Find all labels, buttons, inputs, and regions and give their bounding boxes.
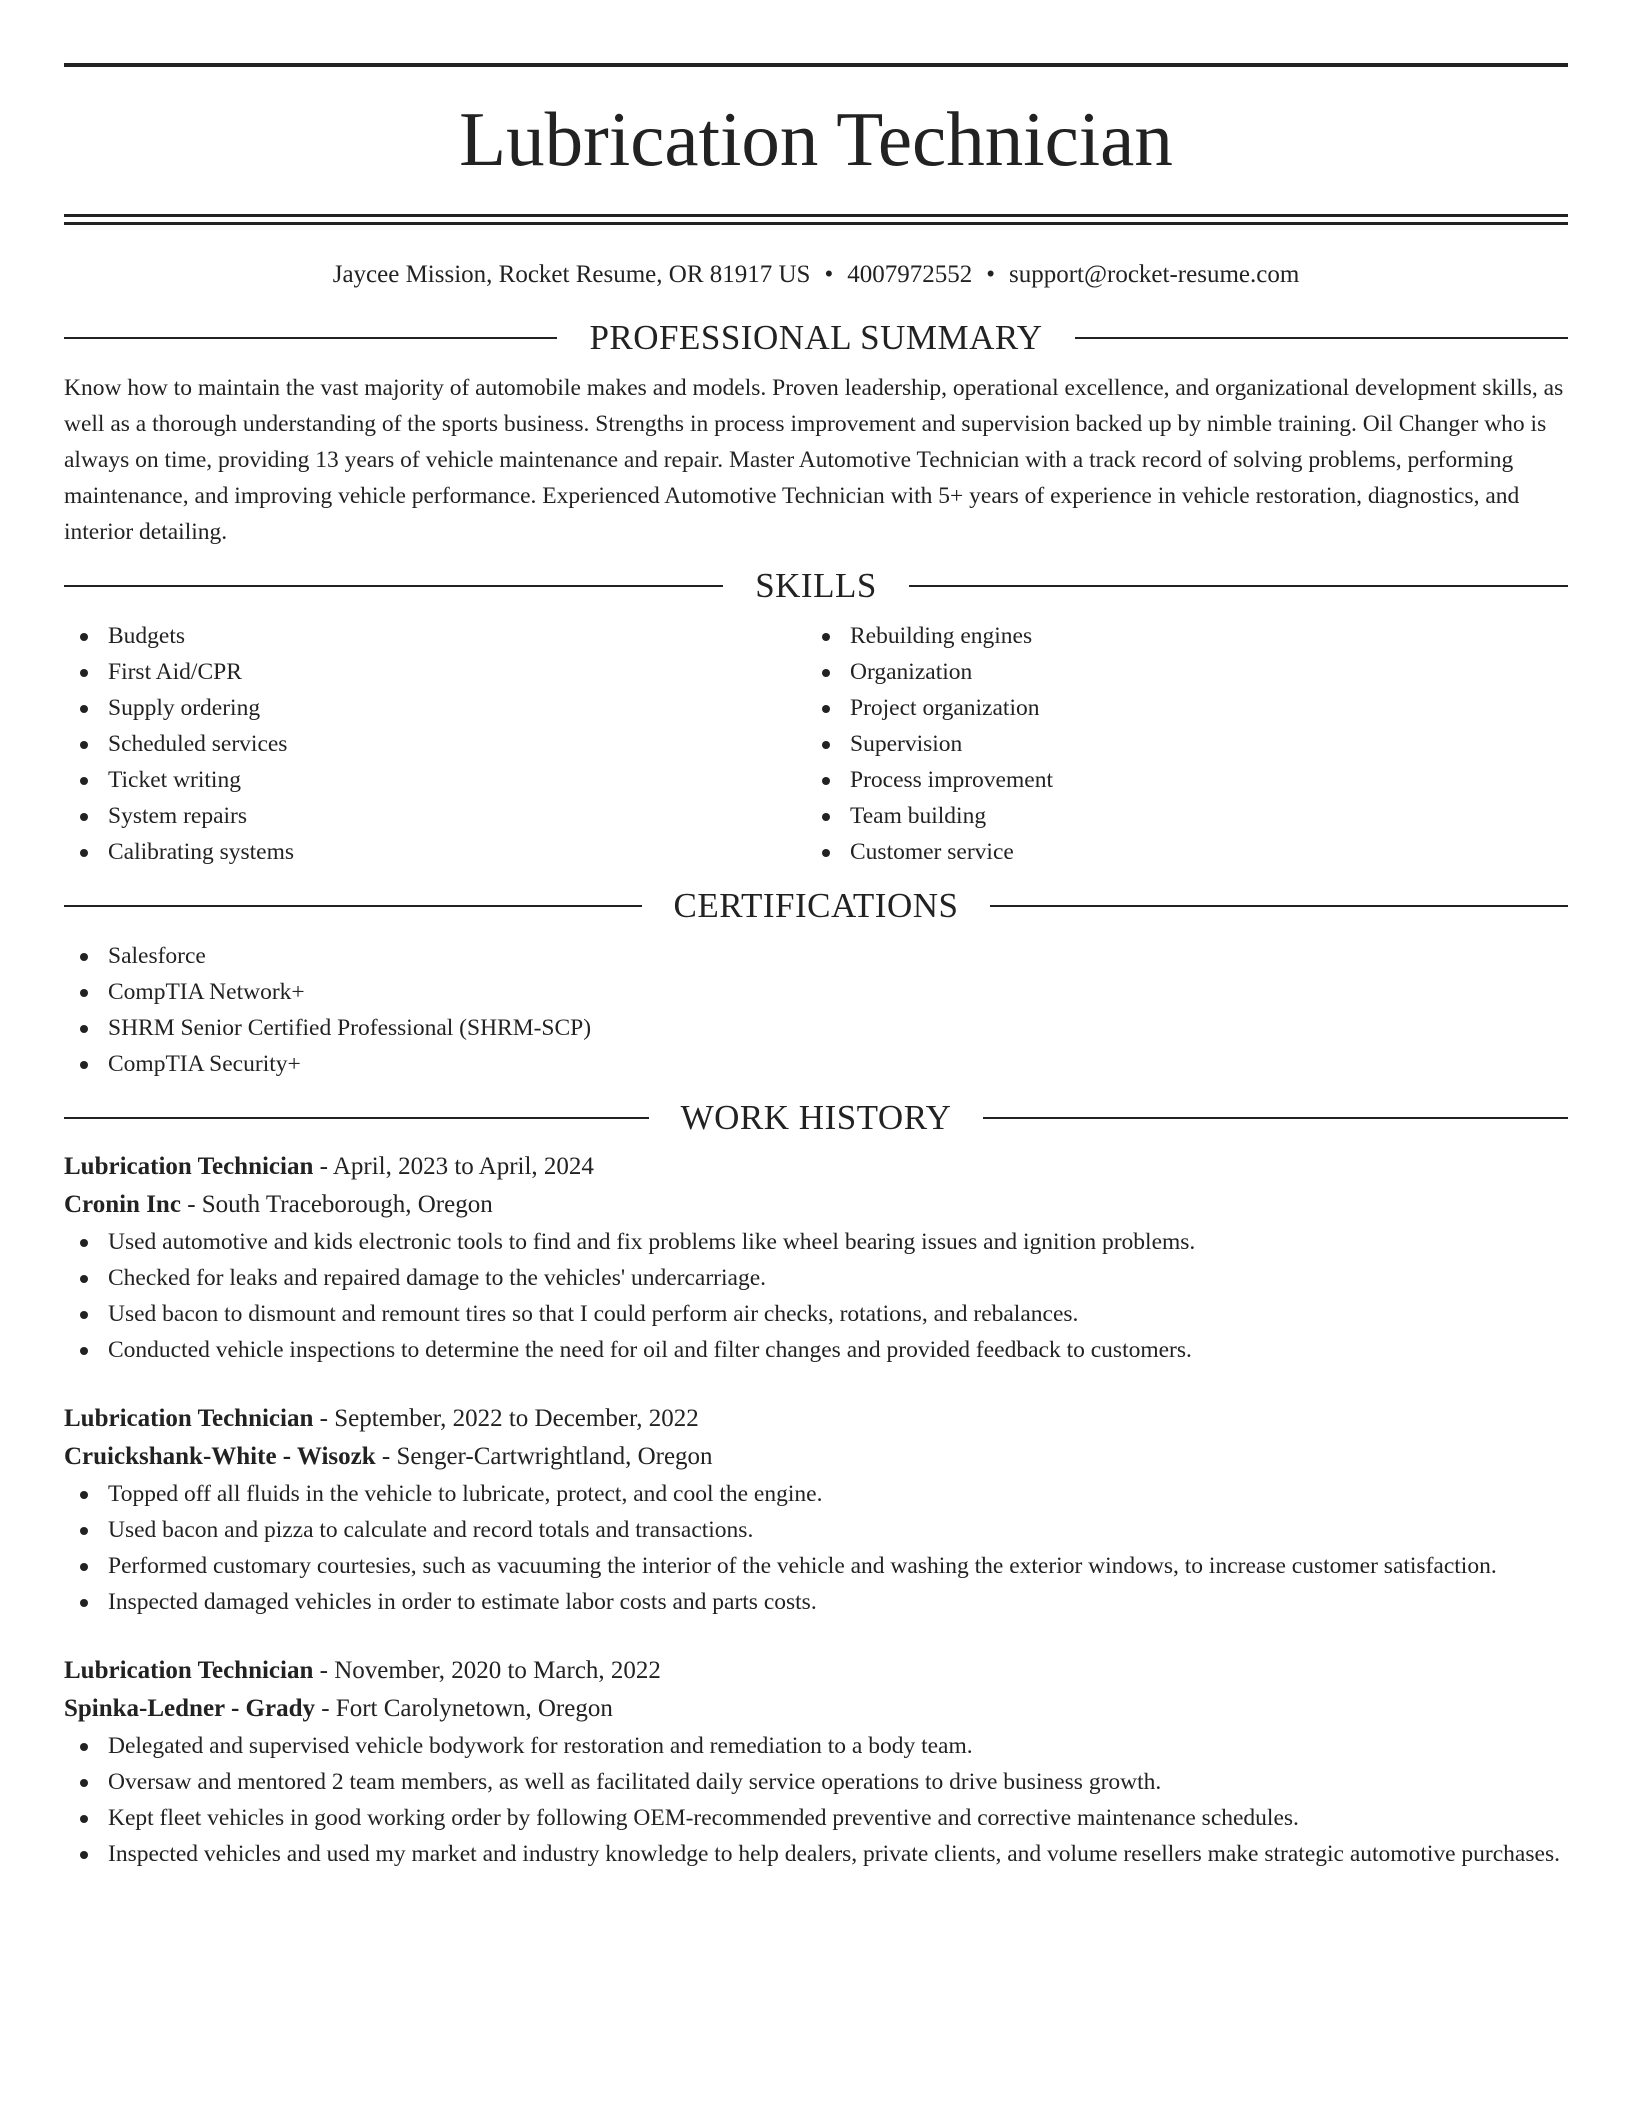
duty-item: Checked for leaks and repaired damage to the vehicles' undercarriage.	[64, 1260, 1568, 1296]
duty-item: Inspected damaged vehicles in order to estimate labor costs and parts costs.	[64, 1584, 1568, 1620]
skills-heading	[64, 564, 1568, 608]
job-entry	[64, 1148, 1568, 1368]
job-duties	[64, 1224, 1568, 1368]
skill-item: System repairs	[64, 798, 806, 834]
summary-heading	[64, 316, 1568, 360]
job-dates: - September, 2022 to December, 2022	[313, 1405, 699, 1432]
contact-phone: 4007972552	[847, 261, 973, 288]
heading-rule-left	[64, 585, 723, 587]
skills-list-left	[64, 618, 806, 870]
duty-item: Used automotive and kids electronic tools to find and fix problems like wheel bearing issues and ignition problems.	[64, 1224, 1568, 1260]
job-title: Lubrication Technician	[64, 1657, 314, 1684]
job-location: - Fort Carolynetown, Oregon	[314, 1695, 613, 1722]
skill-item: Calibrating systems	[64, 834, 806, 870]
skill-item: Rebuilding engines	[806, 618, 1548, 654]
skills-column-left	[64, 618, 806, 870]
job-company-line	[64, 1186, 1568, 1224]
skills-column-right	[806, 618, 1548, 870]
duty-item: Used bacon to dismount and remount tires so that I could perform air checks, rotations, and rebalances.	[64, 1296, 1568, 1332]
job-location: - Senger-Cartwrightland, Oregon	[375, 1443, 713, 1470]
duty-item: Conducted vehicle inspections to determine the need for oil and filter changes and provided feedback to customers.	[64, 1332, 1568, 1368]
job-entry	[64, 1400, 1568, 1620]
heading-rule-right	[983, 1117, 1568, 1119]
heading-rule-right	[990, 905, 1568, 907]
skill-item: Supply ordering	[64, 690, 806, 726]
duty-item: Used bacon and pizza to calculate and record totals and transactions.	[64, 1512, 1568, 1548]
certification-item: CompTIA Network+	[64, 974, 1568, 1010]
section-title: CERTIFICATIONS	[673, 886, 959, 925]
job-company: Cruickshank-White - Wisozk	[64, 1443, 376, 1470]
duty-item: Delegated and supervised vehicle bodywork for restoration and remediation to a body team.	[64, 1728, 1568, 1764]
duty-item: Oversaw and mentored 2 team members, as well as facilitated daily service operations to drive business growth.	[64, 1764, 1568, 1800]
job-company: Cronin Inc	[64, 1191, 181, 1218]
skills-grid	[64, 618, 1568, 870]
contact-address: Jaycee Mission, Rocket Resume, OR 81917 US	[332, 261, 811, 288]
job-dates: - November, 2020 to March, 2022	[313, 1657, 661, 1684]
skill-item: Ticket writing	[64, 762, 806, 798]
top-rule	[64, 63, 1568, 67]
job-entry	[64, 1652, 1568, 1872]
title-double-rule	[64, 214, 1568, 225]
job-title-line	[64, 1400, 1568, 1438]
skill-item: Scheduled services	[64, 726, 806, 762]
job-location: - South Traceborough, Oregon	[180, 1191, 493, 1218]
skill-item: Customer service	[806, 834, 1548, 870]
job-title-line	[64, 1148, 1568, 1186]
heading-rule-right	[909, 585, 1568, 587]
job-title-line	[64, 1652, 1568, 1690]
heading-rule-right	[1075, 337, 1568, 339]
job-company-line	[64, 1690, 1568, 1728]
contact-separator: •	[986, 261, 995, 288]
duty-item: Kept fleet vehicles in good working order by following OEM-recommended preventive and corrective maintenance schedules.	[64, 1800, 1568, 1836]
contact-separator: •	[824, 261, 834, 288]
skill-item: Project organization	[806, 690, 1548, 726]
skill-item: Supervision	[806, 726, 1548, 762]
skill-item: First Aid/CPR	[64, 654, 806, 690]
certification-item: CompTIA Security+	[64, 1046, 1568, 1082]
resume-title: Lubrication Technician	[459, 96, 1173, 182]
job-duties	[64, 1476, 1568, 1620]
section-title: WORK HISTORY	[680, 1098, 952, 1137]
heading-rule-left	[64, 1117, 649, 1119]
skill-item: Process improvement	[806, 762, 1548, 798]
heading-rule-left	[64, 337, 557, 339]
heading-rule-left	[64, 905, 642, 907]
work-history-heading	[64, 1096, 1568, 1140]
duty-item: Inspected vehicles and used my market and industry knowledge to help dealers, private clients, and volume resellers make strategic automotive purchases.	[64, 1836, 1568, 1872]
skills-list-right	[806, 618, 1548, 870]
contact-line	[64, 258, 1568, 292]
job-company: Spinka-Ledner - Grady	[64, 1695, 315, 1722]
job-duties	[64, 1728, 1568, 1872]
section-title: PROFESSIONAL SUMMARY	[589, 318, 1043, 357]
job-company-line	[64, 1438, 1568, 1476]
section-title: SKILLS	[755, 566, 877, 605]
skill-item: Organization	[806, 654, 1548, 690]
certification-item: Salesforce	[64, 938, 1568, 974]
skill-item: Team building	[806, 798, 1548, 834]
resume-page	[64, 0, 1568, 1872]
skill-item: Budgets	[64, 618, 806, 654]
duty-item: Topped off all fluids in the vehicle to lubricate, protect, and cool the engine.	[64, 1476, 1568, 1512]
duty-item: Performed customary courtesies, such as vacuuming the interior of the vehicle and washing the exterior windows, to increase customer satisfaction.	[64, 1548, 1568, 1584]
certification-item: SHRM Senior Certified Professional (SHRM-SCP)	[64, 1010, 1568, 1046]
job-title: Lubrication Technician	[64, 1153, 314, 1180]
certifications-list	[64, 938, 1568, 1082]
job-dates: - April, 2023 to April, 2024	[313, 1153, 594, 1180]
summary-text: Know how to maintain the vast majority of automobile makes and models. Proven leadership, operational excellence, and organizational development skills, as well as a thorough understanding of the sports business. Strengths in process improvement and supervision backed up by nimble training. Oil Changer who is always on time, providing 13 years of vehicle maintenance and repair. Master Automotive Technician with a track record of solving problems, performing maintenance, and improving vehicle performance. Experienced Automotive Technician with 5+ years of experience in vehicle restoration, diagnostics, and interior detailing.	[64, 375, 1564, 545]
contact-email[interactable]: support@rocket-resume.com	[1008, 261, 1300, 288]
job-title: Lubrication Technician	[64, 1405, 314, 1432]
certifications-heading	[64, 884, 1568, 928]
